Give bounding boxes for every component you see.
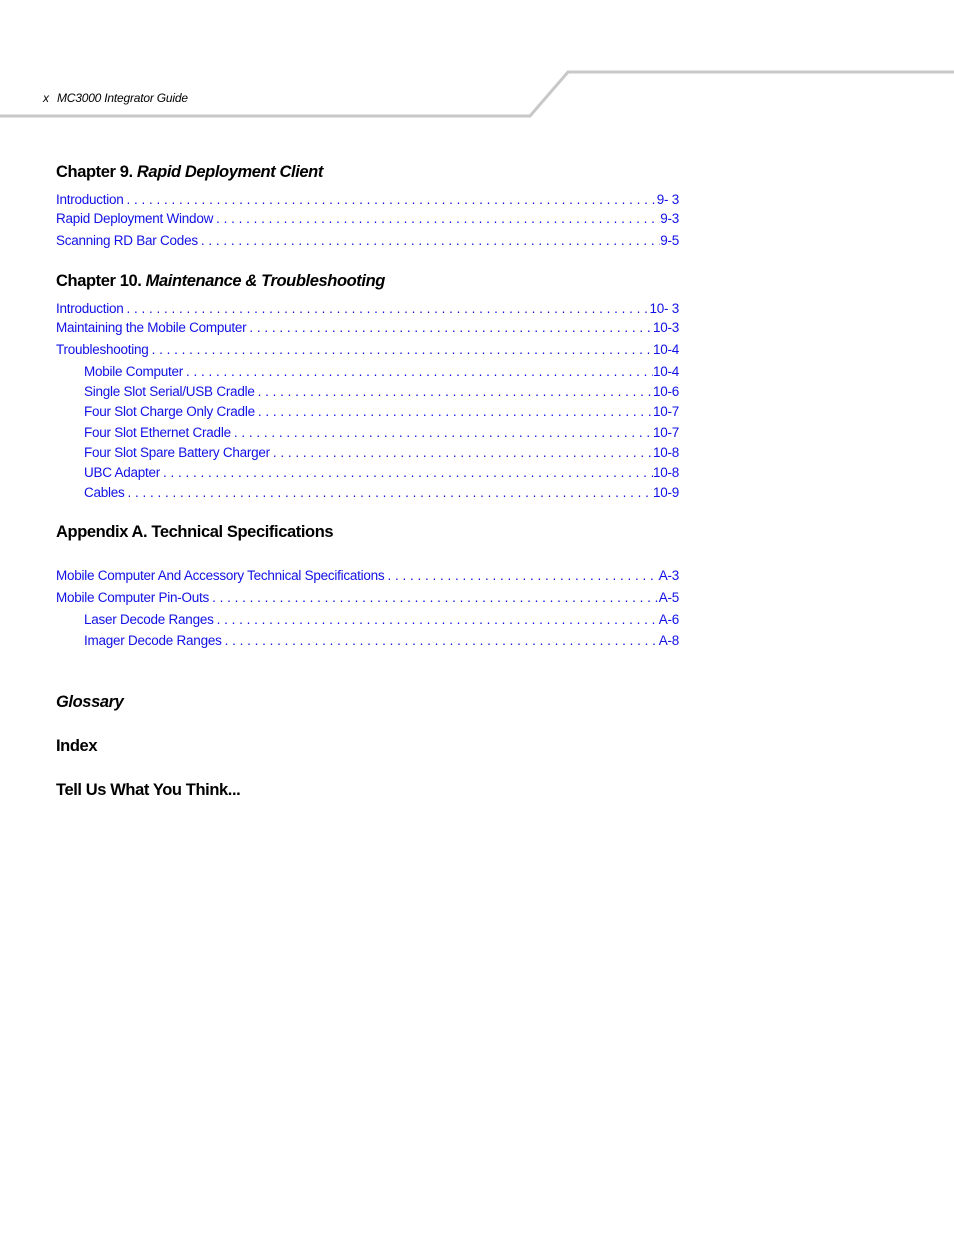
toc-entry-page: 10-8 bbox=[652, 465, 679, 480]
toc-entry-label: Introduction bbox=[56, 192, 124, 207]
toc-entry-label: Four Slot Spare Battery Charger bbox=[84, 445, 270, 460]
toc-entry-page: A-8 bbox=[658, 633, 679, 648]
toc-subentry[interactable] bbox=[84, 425, 679, 443]
toc-entry-label: Cables bbox=[84, 485, 125, 500]
toc-entry-page: 10-7 bbox=[652, 404, 679, 419]
appendix-a-heading: Appendix A. Technical Specifications bbox=[56, 523, 334, 541]
toc-subentry[interactable] bbox=[84, 485, 679, 503]
toc-entry-label: UBC Adapter bbox=[84, 465, 161, 480]
toc-entry-label: Scanning RD Bar Codes bbox=[56, 233, 198, 248]
toc-entry[interactable] bbox=[56, 233, 679, 251]
toc-entry-page: 10-4 bbox=[652, 342, 679, 357]
toc-entry-label: Troubleshooting bbox=[56, 342, 149, 357]
toc-subentry[interactable] bbox=[84, 465, 679, 483]
toc-entry[interactable] bbox=[56, 192, 679, 210]
toc-entry[interactable] bbox=[56, 568, 679, 586]
toc-entry-label: Mobile Computer bbox=[84, 364, 184, 379]
guide-title: MC3000 Integrator Guide bbox=[57, 91, 188, 105]
toc-subentry[interactable] bbox=[84, 612, 679, 630]
toc-subentry[interactable] bbox=[84, 404, 679, 422]
leader-dots bbox=[384, 568, 658, 583]
header-rule bbox=[0, 0, 954, 130]
toc-entry-label: Mobile Computer And Accessory Technical Specifications bbox=[56, 568, 385, 583]
chapter-10-prefix: Chapter 10. bbox=[56, 272, 142, 290]
feedback-heading[interactable]: Tell Us What You Think... bbox=[56, 781, 241, 799]
toc-entry-page: A-3 bbox=[658, 568, 679, 583]
toc-entry-label: Introduction bbox=[56, 301, 124, 316]
leader-dots bbox=[214, 612, 659, 627]
toc-subentry[interactable] bbox=[84, 384, 679, 402]
toc-subentry[interactable] bbox=[84, 633, 679, 651]
chapter-10-heading bbox=[56, 272, 385, 291]
toc-entry-page: 10-9 bbox=[652, 485, 679, 500]
toc-entry-page: 10-6 bbox=[652, 384, 679, 399]
page-number: x bbox=[43, 91, 49, 105]
leader-dots bbox=[270, 445, 653, 460]
leader-dots bbox=[255, 404, 653, 419]
toc-entry-label: Imager Decode Ranges bbox=[84, 633, 222, 648]
toc-entry-page: 10-8 bbox=[652, 445, 679, 460]
toc-entry-page: A-6 bbox=[658, 612, 679, 627]
toc-subentry[interactable] bbox=[84, 364, 679, 382]
toc-entry-page: 10-7 bbox=[652, 425, 679, 440]
toc-subentry[interactable] bbox=[84, 445, 679, 463]
index-heading[interactable]: Index bbox=[56, 737, 98, 755]
toc-entry[interactable] bbox=[56, 342, 679, 360]
leader-dots bbox=[124, 192, 657, 207]
toc-entry[interactable] bbox=[56, 211, 679, 229]
chapter-9-prefix: Chapter 9. bbox=[56, 163, 133, 181]
leader-dots bbox=[149, 342, 653, 357]
leader-dots bbox=[255, 384, 653, 399]
chapter-10-title: Maintenance & Troubleshooting bbox=[145, 272, 385, 290]
toc-entry-page: 9-3 bbox=[660, 211, 679, 226]
toc-entry-page: 10- 3 bbox=[649, 301, 679, 316]
leader-dots bbox=[209, 590, 659, 605]
toc-entry-page: 10-3 bbox=[652, 320, 679, 335]
toc-entry-label: Mobile Computer Pin-Outs bbox=[56, 590, 210, 605]
leader-dots bbox=[246, 320, 653, 335]
leader-dots bbox=[160, 465, 653, 480]
leader-dots bbox=[125, 485, 653, 500]
leader-dots bbox=[124, 301, 650, 316]
leader-dots bbox=[222, 633, 659, 648]
glossary-heading[interactable]: Glossary bbox=[56, 693, 124, 711]
leader-dots bbox=[198, 233, 660, 248]
toc-entry-label: Four Slot Ethernet Cradle bbox=[84, 425, 231, 440]
toc-entry-page: 10-4 bbox=[652, 364, 679, 379]
toc-entry-label: Single Slot Serial/USB Cradle bbox=[84, 384, 255, 399]
leader-dots bbox=[183, 364, 653, 379]
chapter-9-title: Rapid Deployment Client bbox=[136, 163, 323, 181]
leader-dots bbox=[213, 211, 660, 226]
toc-entry-label: Rapid Deployment Window bbox=[56, 211, 214, 226]
toc-entry-page: 9- 3 bbox=[656, 192, 679, 207]
toc-entry-label: Four Slot Charge Only Cradle bbox=[84, 404, 255, 419]
toc-entry[interactable] bbox=[56, 301, 679, 319]
leader-dots bbox=[231, 425, 653, 440]
toc-entry-page: A-5 bbox=[658, 590, 679, 605]
toc-entry-label: Laser Decode Ranges bbox=[84, 612, 214, 627]
chapter-9-heading bbox=[56, 163, 323, 182]
toc-entry[interactable] bbox=[56, 590, 679, 608]
toc-entry-label: Maintaining the Mobile Computer bbox=[56, 320, 247, 335]
toc-entry-page: 9-5 bbox=[660, 233, 679, 248]
toc-entry[interactable] bbox=[56, 320, 679, 338]
